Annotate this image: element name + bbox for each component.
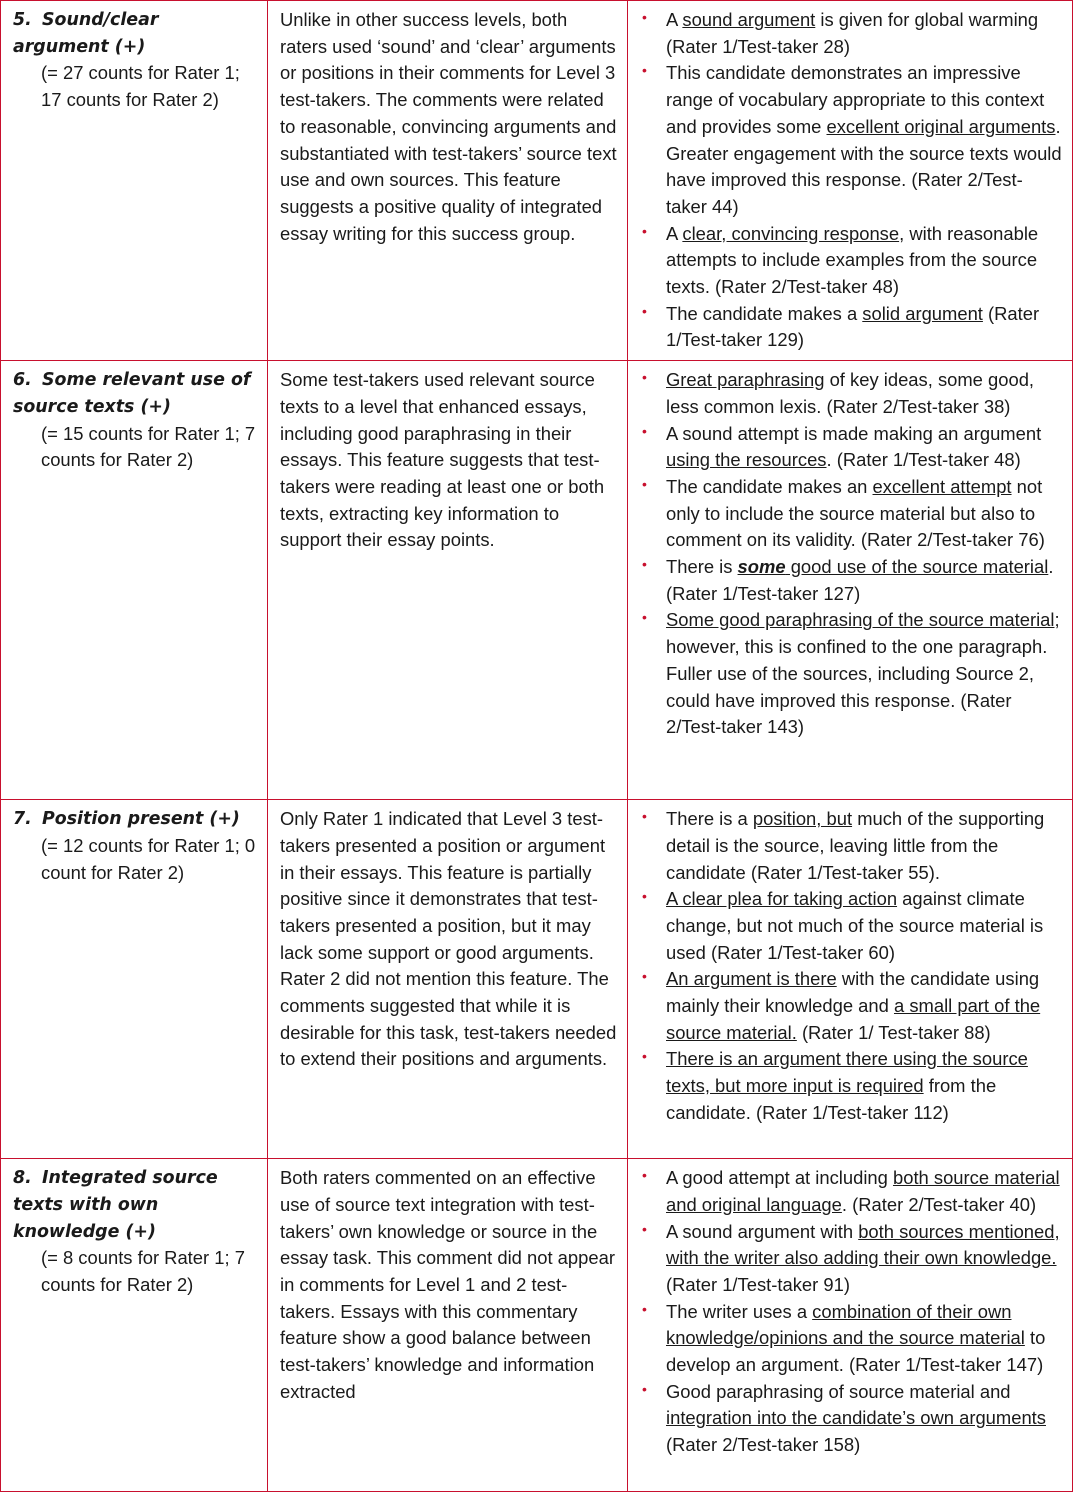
table-row	[1, 1159, 1073, 1492]
underlined-text: clear, convincing response	[682, 222, 900, 244]
bullet-icon: •	[642, 475, 647, 492]
example-item	[640, 1379, 1062, 1459]
example-item	[640, 1299, 1062, 1379]
example-text: This candidate demonstrates an impressive range of vocabulary appropriate to this context and provides some	[666, 62, 1045, 137]
feature-counts: (= 12 counts for Rater 1; 0 count for Rater 2)	[41, 834, 256, 883]
feature-counts: (= 27 counts for Rater 1; 17 counts for Rater 2)	[41, 62, 240, 111]
example-item	[640, 554, 1062, 607]
example-text: to develop an argument. (Rater 1/Test-taker 147)	[666, 1327, 1046, 1376]
example-text: not only to include the source material but also to comment on its validity. (Rater 2/Test-taker 76)	[666, 475, 1045, 551]
example-item	[640, 966, 1062, 1046]
example-text: A good attempt at including	[666, 1167, 893, 1189]
example-text: (Rater 1/Test-taker 129)	[666, 302, 1040, 351]
example-text: much of the supporting detail is the source, leaving little from the candidate (Rater 1/Test-taker 55).	[666, 808, 1045, 883]
feature-description: Both raters commented on an effective use of source text integration with test-takers’ own knowledge or source in the essay task. This comment did not appear in comments for Level 1 and 2 test-takers. Essays with this commentary feature show a good balance between test-takers’ knowledge and information extracted	[280, 1167, 615, 1402]
bullet-icon: •	[642, 422, 647, 439]
example-text: . Greater engagement with the source texts would have improved this response. (Rater 2/Test-taker 44)	[666, 115, 1062, 217]
underlined-text: a small part of the source material.	[666, 995, 1041, 1043]
underlined-text: using the resources	[666, 449, 827, 471]
example-text: There is	[666, 556, 738, 578]
example-item	[640, 421, 1062, 474]
underlined-text: combination of their own knowledge/opinions and the source material	[666, 1300, 1025, 1349]
underlined-text: both sources mentioned, with the writer also adding their own knowledge.	[666, 1220, 1060, 1269]
feature-title	[13, 7, 257, 60]
table-row	[1, 1, 1073, 361]
bullet-icon: •	[642, 1300, 647, 1317]
bullet-icon: •	[642, 556, 647, 573]
bullet-icon: •	[642, 808, 647, 825]
description-cell	[268, 1, 628, 361]
feature-description: Unlike in other success levels, both raters used ‘sound’ and ‘clear’ arguments or positions in their comments for Level 3 test-takers. The comments were related to reasonable, convincing arguments and substantiated with test-takers’ source text use and own sources. This feature suggests a positive quality of integrated essay writing for this success group.	[280, 9, 617, 244]
feature-title	[13, 367, 257, 420]
example-item	[640, 1046, 1062, 1126]
feature-cell	[1, 1159, 268, 1492]
table-row	[1, 800, 1073, 1159]
example-item	[640, 1219, 1062, 1299]
example-text: A	[666, 222, 683, 244]
example-item	[640, 367, 1062, 420]
feature-description: Only Rater 1 indicated that Level 3 test-takers presented a position or argument in their essays. This feature is partially positive since it demonstrates that test-takers presented a position, but it may lack some support or good arguments. Rater 2 did not mention this feature. The comments suggested that while it is desirable for this task, test-takers needed to extend their positions and arguments.	[280, 808, 617, 1070]
feature-counts: (= 8 counts for Rater 1; 7 counts for Rater 2)	[41, 1247, 245, 1295]
underlined-text: Great paraphrasing	[666, 369, 825, 391]
bullet-icon: •	[642, 62, 647, 79]
feature-number: 7.	[13, 809, 32, 830]
feature-description: Some test-takers used relevant source texts to a level that enhanced essays, including good paraphrasing in their essays. This feature suggests that test-takers were reading at least one or both texts, extracting key information to support their essay points.	[280, 369, 605, 551]
example-text: . (Rater 2/Test-taker 40)	[841, 1193, 1037, 1215]
feature-table-body	[1, 1, 1073, 1492]
examples-list	[640, 7, 1062, 354]
example-item	[640, 60, 1062, 220]
bullet-icon: •	[642, 9, 647, 25]
bullet-icon: •	[642, 609, 647, 626]
example-item	[640, 806, 1062, 886]
example-text: The candidate makes an	[666, 475, 873, 497]
feature-cell	[1, 1, 268, 361]
feature-title-text: Integrated source texts with own knowledge (+)	[13, 1168, 218, 1242]
feature-title-text: Position present (+)	[42, 809, 240, 830]
example-text: . (Rater 1/Test-taker 127)	[666, 556, 1054, 604]
bullet-icon: •	[642, 1380, 647, 1397]
examples-list	[640, 367, 1062, 741]
example-item	[640, 221, 1062, 301]
example-text: against climate change, but not much of the source material is used (Rater 1/Test-taker 60)	[666, 888, 1044, 963]
underlined-text: A clear plea for taking action	[666, 888, 898, 910]
underlined-text: good use of the source material	[785, 556, 1049, 578]
bullet-icon: •	[642, 1167, 647, 1184]
underlined-text: excellent original arguments	[826, 115, 1056, 137]
underlined-text: integration into the candidate’s own arguments	[666, 1407, 1046, 1429]
example-text: A	[666, 9, 683, 30]
examples-cell	[628, 1159, 1073, 1492]
description-cell	[268, 800, 628, 1159]
feature-title	[13, 1165, 257, 1245]
bullet-icon: •	[642, 888, 647, 905]
example-text: with the candidate using mainly their knowledge and	[666, 968, 1040, 1017]
bullet-icon: •	[642, 968, 647, 985]
feature-cell	[1, 361, 268, 800]
feature-title-text: Sound/clear argument (+)	[13, 10, 159, 57]
example-text: from the candidate. (Rater 1/Test-taker 112)	[666, 1075, 997, 1123]
example-text: of key ideas, some good, less common lexis. (Rater 2/Test-taker 38)	[666, 369, 1035, 417]
example-item	[640, 7, 1062, 60]
examples-list	[640, 1165, 1062, 1459]
examples-cell	[628, 800, 1073, 1159]
example-text: (Rater 1/ Test-taker 88)	[796, 1021, 991, 1043]
underlined-text: solid argument	[862, 302, 983, 324]
feature-title-text: Some relevant use of source texts (+)	[13, 370, 251, 417]
example-item	[640, 1165, 1062, 1218]
feature-number: 5.	[13, 10, 32, 30]
description-cell	[268, 361, 628, 800]
underlined-text: some	[737, 556, 786, 578]
underlined-text: position, but	[752, 808, 853, 830]
underlined-text: sound argument	[682, 9, 816, 30]
example-text: The candidate makes a	[666, 302, 863, 324]
feature-counts: (= 15 counts for Rater 1; 7 counts for Rater 2)	[41, 422, 256, 471]
bullet-icon: •	[642, 302, 647, 319]
example-text: is given for global warming (Rater 1/Test-taker 28)	[666, 9, 1039, 57]
bullet-icon: •	[642, 1220, 647, 1237]
description-cell	[268, 1159, 628, 1492]
example-item	[640, 301, 1062, 354]
example-text: A sound attempt is made making an argument	[666, 422, 1042, 444]
example-text: The writer uses a	[666, 1300, 813, 1322]
example-text: . (Rater 1/Test-taker 48)	[826, 449, 1021, 471]
underlined-text: excellent attempt	[872, 475, 1012, 497]
example-text: A sound argument with	[666, 1220, 859, 1242]
bullet-icon: •	[642, 369, 647, 386]
feature-number: 8.	[13, 1168, 32, 1189]
example-text: Good paraphrasing of source material and	[666, 1380, 1011, 1402]
example-item	[640, 474, 1062, 554]
example-text: There is a	[666, 808, 753, 830]
bullet-icon: •	[642, 1048, 647, 1065]
underlined-text: both source material and original language	[666, 1167, 1060, 1215]
examples-list	[640, 806, 1062, 1126]
underlined-text: Some good paraphrasing of the source material	[666, 609, 1055, 631]
feature-number: 6.	[13, 370, 32, 391]
bullet-icon: •	[642, 222, 647, 239]
underlined-text: There is an argument there using the source texts, but more input is required	[666, 1048, 1028, 1097]
example-text: , with reasonable attempts to include examples from the source texts. (Rater 2/Test-taker 48)	[666, 222, 1039, 298]
feature-cell	[1, 800, 268, 1159]
example-text: (Rater 1/Test-taker 91)	[666, 1273, 850, 1295]
table-row	[1, 361, 1073, 800]
example-text: (Rater 2/Test-taker 158)	[666, 1434, 861, 1456]
example-item	[640, 886, 1062, 966]
underlined-text: An argument is there	[666, 968, 837, 990]
example-text: ; however, this is confined to the one paragraph. Fuller use of the sources, including Source 2, could have improved this response. (Rater 2/Test-taker 143)	[666, 609, 1060, 738]
examples-cell	[628, 361, 1073, 800]
example-item	[640, 607, 1062, 741]
examples-cell	[628, 1, 1073, 361]
feature-title	[13, 806, 257, 833]
